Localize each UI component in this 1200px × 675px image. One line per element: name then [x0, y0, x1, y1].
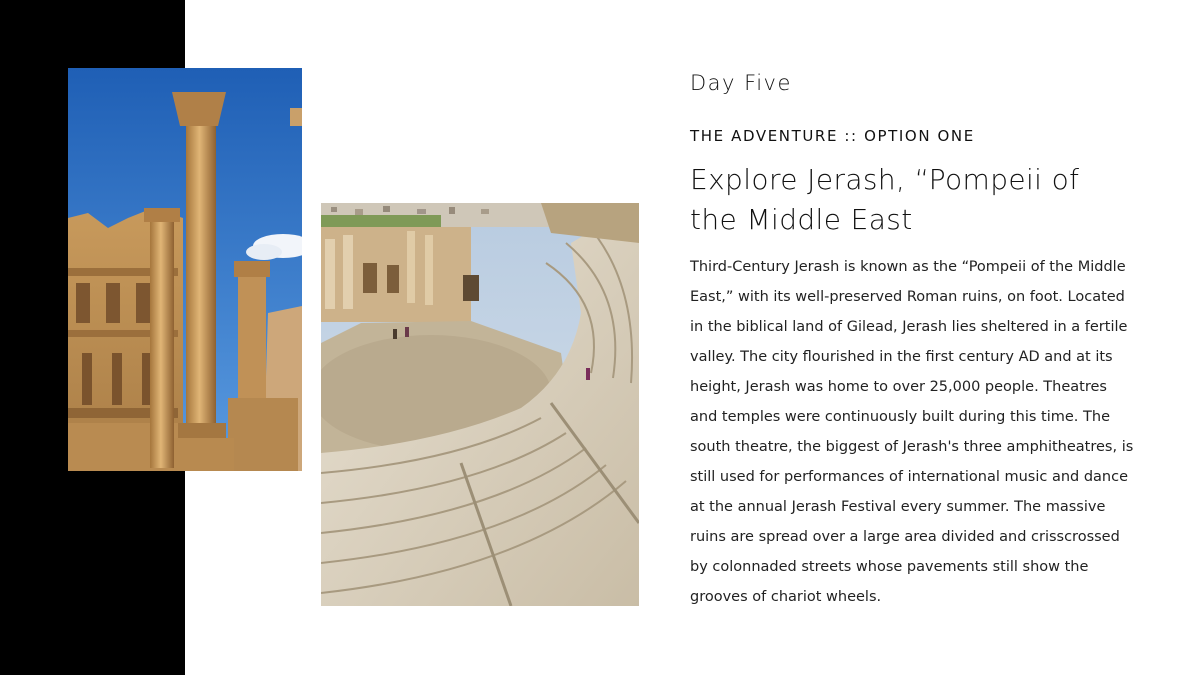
- roman-columns-photo: [68, 68, 302, 471]
- description-paragraph: Third-Century Jerash is known as the “Pompeii of the Middle East,” with its well-preserved Roman ruins, on foot. Located in the biblical land of Gilead, Jerash lies sheltered in a fertile valley. The city flourished in the first century AD and at its height, Jerash was home to over 25,000 people. Theatres and temples were continuously built during this time. The south theatre, the biggest of Jerash's three amphitheatres, is still used for performances of international music and dance at the annual Jerash Festival every summer. The massive ruins are spread over a large area divided and crisscrossed by colonnaded streets whose pavements still show the grooves of chariot wheels.: [690, 259, 1134, 605]
- amphitheatre-photo: [321, 203, 639, 606]
- itinerary-text-column: [690, 68, 1150, 612]
- day-title: Day Five: [690, 71, 792, 95]
- option-overline: THE ADVENTURE :: OPTION ONE: [690, 127, 975, 145]
- page-title: Explore Jerash, “Pompeii of the Middle East: [690, 163, 1080, 236]
